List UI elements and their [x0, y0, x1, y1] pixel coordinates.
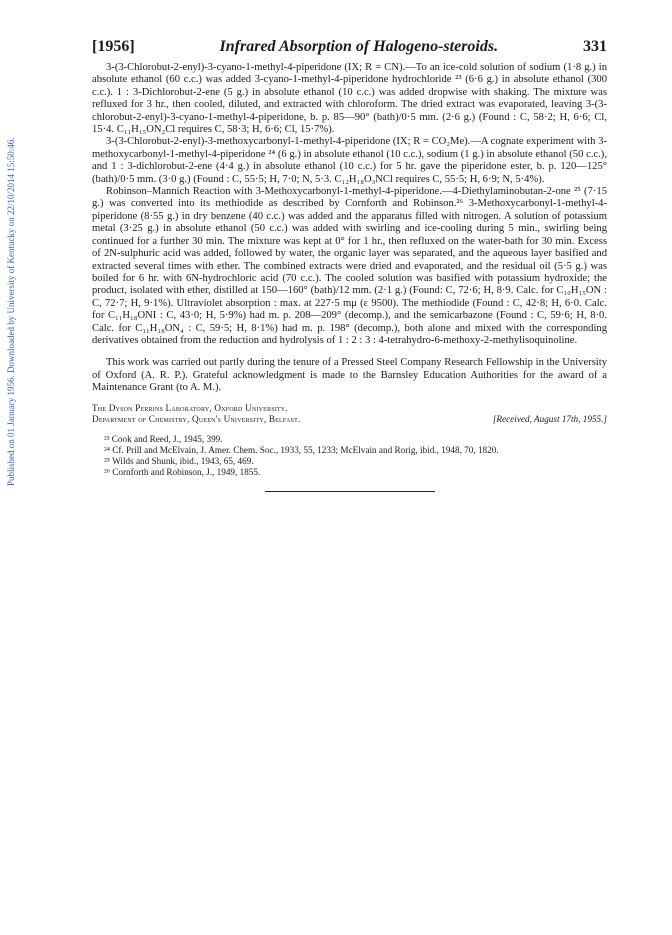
reference-item: ²⁵ Wilds and Shunk, ibid., 1943, 65, 469. — [104, 456, 254, 467]
page-number: 331 — [582, 38, 607, 55]
affiliation-oxford: The Dyson Perrins Laboratory, Oxford University. — [92, 402, 288, 413]
publication-side-note: Published on 01 January 1956. Downloaded by University of Kentucky on 22/10/2014 15:50:46. — [6, 137, 16, 487]
journal-year: [1956] — [92, 38, 135, 55]
running-header — [92, 38, 607, 56]
acknowledgement-section — [92, 357, 607, 394]
paper-page — [92, 38, 607, 492]
reference-item: ²⁶ Cornforth and Robinson, J., 1949, 1855. — [104, 467, 261, 478]
references-list — [92, 434, 607, 479]
reference-item: ²⁴ Cf. Prill and McElvain, J. Amer. Chem. Soc., 1933, 55, 1233; McElvain and Rorig, ibid., 1948, 70, 1820. — [104, 444, 499, 455]
running-title: Infrared Absorption of Halogeno-steroids. — [219, 38, 499, 55]
received-date: [Received, August 17th, 1955.] — [492, 414, 607, 425]
paragraph-robinson-mannich: Robinson–Mannich Reaction with 3-Methoxycarbonyl-1-methyl-4-piperidone.—4-Diethylaminobutan-2-one ²⁵ (7·15 g.) was converted into its methiodide as described by Cornforth and Robinson.²⁶ 3-Methoxycarbonyl-1-methyl-4-piperidone (8·55 g.) in dry benzene (40 c.c.) was added and the apparatus filled with nitrogen. A solution of potassium metal (3·25 g.) in absolute ethanol (50 c.c.) was added with swirling and ice-cooling during 5 min., swirling being continued for a further 30 min. The mixture was kept at 0° for 1 hr., then refluxed on the water-bath for 30 min. Excess of 2N-sulphuric acid was added, followed by water, the organic layer was separated, and the aqueous layer basified and extracted several times with ether. The combined extracts were dried and evaporated, and the residual oil (5·5 g.) was boiled for 6 hr. with 6N-hydrochloric acid (70 c.c.). The cooled solution was basified with potassium hydroxide; the product, isolated with ether, distilled at 150—160° (bath)/12 mm. (2·1 g.) (Found: C, 72·6; H, 8·9. Calc. for C₁₀H₁₅ON : C, 72·7; H, 9·1%). Ultraviolet absorption : max. at 227·5 mμ (ε 9500). The methiodide (Found : C, 42·8; H, 6·0. Calc. for C₁₁H₁₈ONI : C, 43·0; H, 5·9%) had m. p. 208—209° (decomp.), and the semicarbazone (Found : C, 59·6; H, 8·0. Calc. for C₁₁H₁₈ON₄ : C, 59·5; H, 8·1%) had m. p. 198° (decomp.), both alone and mixed with the corresponding derivatives obtained from the reduction and hydrolysis of 1 : 2 : 3 : 4-tetrahydro-6-methoxy-2-methylisoquinoline. — [92, 186, 607, 346]
affiliation-block — [92, 403, 607, 426]
affiliation-belfast: Department of Chemistry, Queen's University, Belfast. — [92, 414, 301, 425]
body-text — [92, 62, 607, 347]
paragraph-cyano-piperidone: 3-(3-Chlorobut-2-enyl)-3-cyano-1-methyl-4-piperidone (IX; R = CN).—To an ice-cold solution of sodium (1·8 g.) in absolute ethanol (60 c.c.) was added 3-cyano-1-methyl-4-piperidone hydrochloride ²³ (6·6 g.) in absolute ethanol (300 c.c.). 1 : 3-Dichlorobut-2-ene (5 g.) in absolute ethanol (10 c.c.) was added dropwise with shaking. The mixture was refluxed for 3 hr., then cooled, diluted, and extracted with chloroform. The dried extract was evaporated, leaving 3-(3-chlorobut-2-enyl)-3-cyano-1-methyl-4-piperidone, b. p. 85—90° (bath)/0·5 mm. (2·6 g.) (Found : C, 58·2; H, 6·6; Cl, 15·4. C₁₁H₁₅ON₂Cl requires C, 58·3; H, 6·6; Cl, 15·7%). — [92, 62, 607, 136]
paragraph-methoxycarbonyl-piperidone: 3-(3-Chlorobut-2-enyl)-3-methoxycarbonyl-1-methyl-4-piperidone (IX; R = CO₂Me).—A cognate experiment with 3-methoxycarbonyl-1-methyl-4-piperidone ²⁴ (6 g.) in absolute ethanol (10 c.c.), sodium (1 g.) in absolute ethanol (50 c.c.), and 1 : 3-dichlorobut-2-ene (4·4 g.) in absolute ethanol (10 c.c.) for 5 hr. gave the piperidone ester, b. p. 120—125° (bath)/0·5 mm. (3·0 g.) (Found : C, 55·5; H, 7·0; N, 5·3. C₁₂H₁₈O₃NCl requires C, 55·5; H, 6·9; N, 5·4%). — [92, 136, 607, 185]
acknowledgement-text: This work was carried out partly during the tenure of a Pressed Steel Company Research Fellowship in the University of Oxford (A. R. P.). Grateful acknowledgment is made to the Barnsley Education Authorities for the award of a Maintenance Grant (to A. M.). — [92, 357, 607, 394]
end-rule — [265, 491, 435, 492]
reference-item: ²³ Cook and Reed, J., 1945, 399. — [104, 433, 223, 444]
